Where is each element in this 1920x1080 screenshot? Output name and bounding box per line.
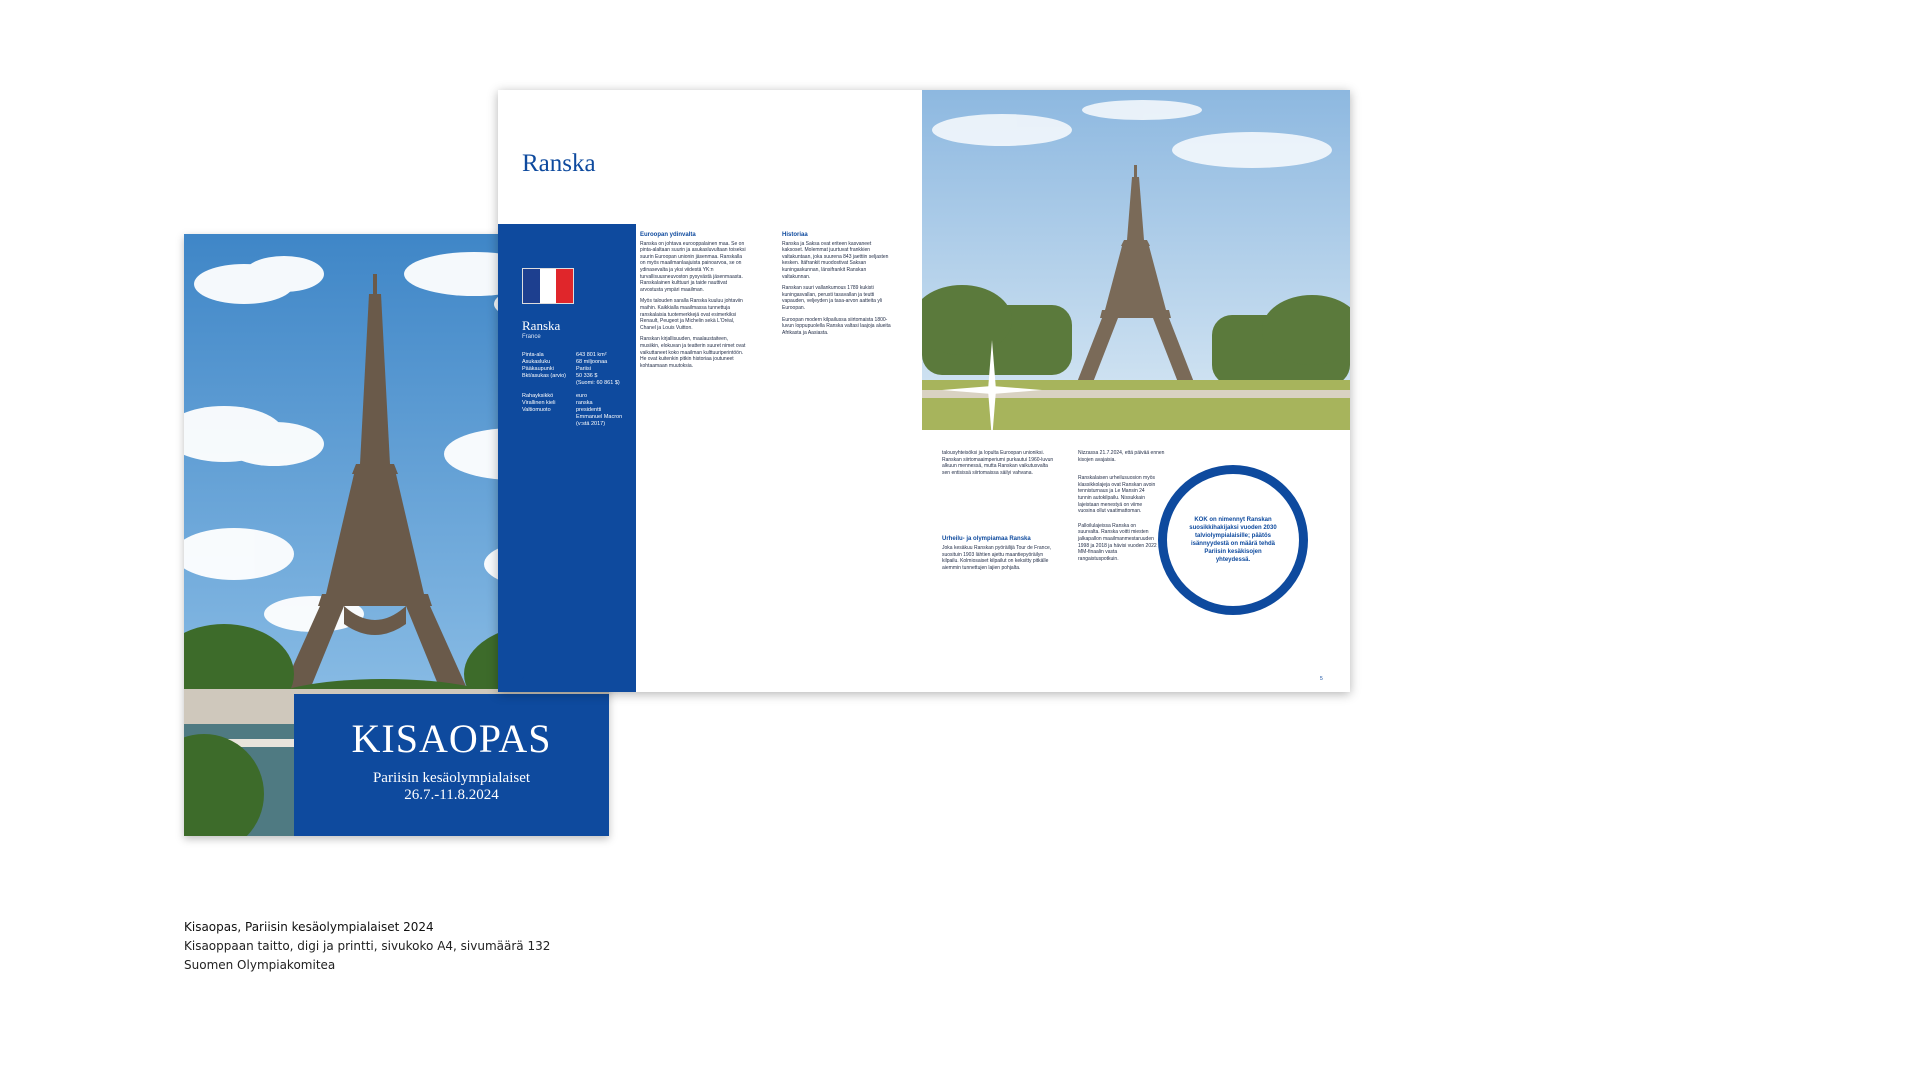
callout-text: KOK on nimennyt Ranskan suosikkihakijaksi vuoden 2030 talviolympialaisille; päätös isännyydestä on määrä tehdä Pariisin kesäkisojen yhteydessä. xyxy=(1189,517,1277,563)
body-text: Euroopan modern kilpailussa siirtomaista 1800-luvun loppupuolella Ranska valtasi laajoja alueita Afrikasta ja Aasiasta. xyxy=(782,316,891,336)
magazine-spread xyxy=(498,90,1350,692)
page-number-right: 5 xyxy=(1320,676,1323,682)
fact-row: Bkt/asukas (arvio) 50 336 $ xyxy=(522,373,598,379)
text-column-1 xyxy=(640,232,748,374)
body-text: Joka kesäkuu Ranskan pyöräilijä Tour de France, suosituin 1903 lähtien ajettu maantiepyöräilyn kilpailu. Kolmiosaiset kilpailut on keksitty pitkälle aiemmin tunnettujen lajien pohjalta. xyxy=(942,544,1052,571)
fact-row: Emmanuel Macron xyxy=(576,414,623,420)
body-text: Palloilulajeissa Ranska on suurvalta. Ranska voitti miesten jalkapallon maailmanmestaruuden 1998 ja 2018 ja hävisi vuoden 2022 MM-finaalin vasta rangaistuspotkuin. xyxy=(1078,522,1157,562)
cover-title-panel xyxy=(294,694,609,836)
factbox-country: Ranska xyxy=(522,318,561,333)
spread-title: Ranska xyxy=(522,150,596,177)
column-heading: Historiaa xyxy=(782,232,808,238)
fact-row: Asukasluku 68 miljoonaa xyxy=(522,359,608,365)
cover-dates: 26.7.-11.8.2024 xyxy=(404,787,499,803)
factbox-label: France xyxy=(522,334,541,340)
cover-title: KISAOPAS xyxy=(351,716,552,761)
spread-photo-eiffel xyxy=(922,90,1350,430)
body-text: Myös talouden saralla Ranska kuuluu johtaviin maihin. Kaikkialla maailmassa tunnettuja ranskalaisia tuotemerkkejä ovat esimerkiksi Renault, Peugeot ja Michelin sekä L'Oréal, Chanel ja Louis Vuitton. xyxy=(640,298,743,331)
caption-title: Kisaopas, Pariisin kesäolympialaiset 2024 xyxy=(184,920,434,934)
body-text: Nizzassa 21.7.2024, että päivää ennen kisojen avajaisia. xyxy=(1078,450,1165,463)
fact-row: Rahayksikkö euro xyxy=(522,393,588,399)
column-heading: Urheilu- ja olympiamaa Ranska xyxy=(942,536,1031,543)
factbox-facts-2 xyxy=(522,393,622,428)
callout-circle xyxy=(1158,465,1308,615)
cover-subtitle: Pariisin kesäolympialaiset xyxy=(372,770,531,786)
fact-row: (Suomi: 60 861 $) xyxy=(576,380,620,386)
body-text: talousyhteisöksi ja lopulta Euroopan unioniksi. Ranskan siirtomaaimperiumi purkautui 1960-luvun alkuun mennessä, mutta Ranskan vaikutusvalta sen entisissä siirtomaissa säilyi vahvana. xyxy=(942,450,1054,476)
fact-row: Pääkaupunki Pariisi xyxy=(522,366,591,372)
body-text: Ranska on johtava eurooppalainen maa. Se on pinta-alaltaan suurin ja asukasluvultaan toiseksi suurin Euroopan unionin jäsenmaa. Ranskalla on myös maailmanlaajuista painoarvoa, se on ydinasevalta ja yksi viidestä YK:n turvallisuusneuvoston pysyvästä jäsenmaasta. Ranskalainen kulttuuri ja taide nauttivat arvostusta ympäri maailman. xyxy=(640,240,746,293)
page-number-left: 4 xyxy=(522,676,525,682)
text-column-2 xyxy=(782,232,892,341)
fact-row: (v:stä 2017) xyxy=(576,421,606,427)
project-caption xyxy=(184,918,550,975)
caption-description: Kisaoppaan taitto, digi ja printti, sivukoko A4, sivumäärä 132 xyxy=(184,939,551,953)
caption-client: Suomen Olympiakomitea xyxy=(184,958,336,972)
factbox-facts xyxy=(522,352,620,387)
text-column-3 xyxy=(942,450,1054,576)
column-heading: Euroopan ydinvalta xyxy=(640,232,696,238)
fact-row: Virallinen kieli ranska xyxy=(522,400,593,406)
france-flag-icon xyxy=(522,268,574,304)
body-text: Ranska ja Saksa ovat eriteen kasvaneet kaksoset. Molemmat juurtuvat frankkien valtakuntaan, joka suurena 843 jaettiin seljasten kesken. Itäfrankit muodostivat Saksan kuningaskunnan, länsifrankit Ranskan valtakunnan. xyxy=(782,240,889,280)
fact-row: Pinta-ala 643 801 km² xyxy=(522,352,607,358)
body-text: Ranskan kirjallisuuden, maalaustaiteen, musiikin, elokuvan ja teatterin suuret nimet ovat vaikuttaneet koko maailman kulttuuriperintöön. He ovat kuitenkin pitkin historiaa joutuneet kohtaamaan muutoksia. xyxy=(640,336,746,369)
body-text: Ranskalaisen urheilusuosion myös klassikkolajeja ovat Ranskan avoin tennisturnaus ja Le Mansin 24 tunnin autokilpailu. Nissukkain lajeistaan menestyä on viime vuosina ollut vaatimattoman. xyxy=(1078,475,1156,515)
fact-row: Valtiomuoto presidentti xyxy=(522,407,602,413)
body-text: Ranskan suuri vallankumous 1789 kukisti kuningasvallan, perusti tasavallan ja teutti vapauden, veljeyden ja tasa-arvon aatteita yli Euroopan. xyxy=(782,285,883,311)
